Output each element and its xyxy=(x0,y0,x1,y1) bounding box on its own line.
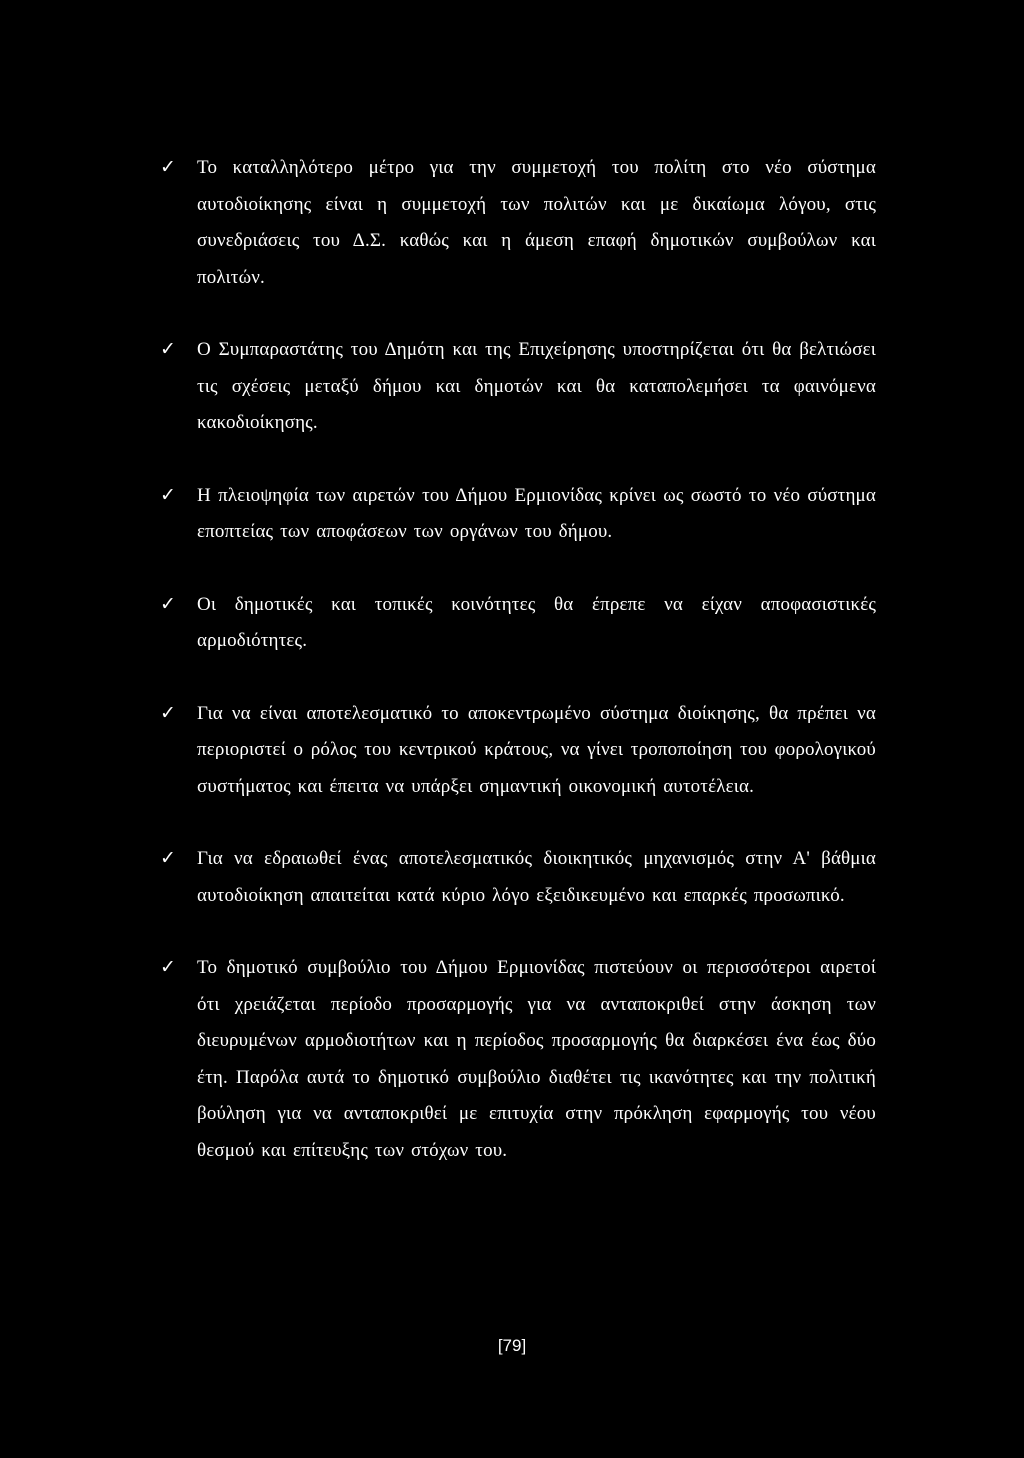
list-item-text: Η πλειοψηφία των αιρετών του Δήμου Ερμιονίδας κρίνει ως σωστό το νέο σύστημα εποπτείας των αποφάσεων των οργάνων του δήμου. xyxy=(197,484,876,542)
check-mark-icon: ✓ xyxy=(160,956,176,978)
list-item xyxy=(160,587,876,660)
list-item-text: Οι δημοτικές και τοπικές κοινότητες θα έπρεπε να είχαν αποφασιστικές αρμοδιότητες. xyxy=(197,593,876,651)
check-mark-icon: ✓ xyxy=(160,156,176,178)
list-item xyxy=(160,332,876,442)
list-item-text: Ο Συμπαραστάτης του Δημότη και της Επιχείρησης υποστηρίζεται ότι θα βελτιώσει τις σχέσεις μεταξύ δήμου και δημοτών και θα καταπολεμήσει τα φαινόμενα κακοδιοίκησης. xyxy=(197,339,876,433)
list-item xyxy=(160,478,876,551)
list-item-text: Για να εδραιωθεί ένας αποτελεσματικός διοικητικός μηχανισμός στην Α' βάθμια αυτοδιοίκηση απαιτείται κατά κύριο λόγο εξειδικευμένο και επαρκές προσωπικό. xyxy=(197,848,876,906)
check-mark-icon: ✓ xyxy=(160,338,176,360)
list-item-text: Για να είναι αποτελεσματικό το αποκεντρωμένο σύστημα διοίκησης, θα πρέπει να περιοριστεί ο ρόλος του κεντρικού κράτους, να γίνει τροποποίηση του φορολογικού συστήματος και έπειτα να υπάρξει σημαντική οικονομική αυτοτέλεια. xyxy=(197,702,876,797)
conclusions-list xyxy=(160,150,876,1169)
list-item-text: Το καταλληλότερο μέτρο για την συμμετοχή του πολίτη στο νέο σύστημα αυτοδιοίκησης είναι η συμμετοχή των πολιτών και με δικαίωμα λόγου, στις συνεδριάσεις του Δ.Σ. καθώς και η άμεση επαφή δημοτικών συμβούλων και πολιτών. xyxy=(197,157,876,288)
page-number: [79] xyxy=(497,1336,527,1355)
list-item xyxy=(160,696,876,806)
list-item-text: Το δημοτικό συμβούλιο του Δήμου Ερμιονίδας πιστεύουν οι περισσότεροι αιρετοί ότι χρειάζεται περίοδο προσαρμογής για να ανταποκριθεί στην άσκηση των διευρυμένων αρμοδιοτήτων και η περίοδος προσαρμογής θα διαρκέσει ένα έως δύο έτη. Παρόλα αυτά το δημοτικό συμβούλιο διαθέτει τις ικανότητες και την πολιτική βούληση για να ανταποκριθεί με επιτυχία στην πρόκληση εφαρμογής του νέου θεσμού και επίτευξης των στόχων του. xyxy=(197,957,876,1161)
list-item xyxy=(160,841,876,914)
check-mark-icon: ✓ xyxy=(160,847,176,869)
check-mark-icon: ✓ xyxy=(160,483,176,506)
list-item xyxy=(160,950,876,1169)
check-mark-icon: ✓ xyxy=(160,701,176,724)
list-item xyxy=(160,150,876,296)
check-mark-icon: ✓ xyxy=(160,592,176,615)
